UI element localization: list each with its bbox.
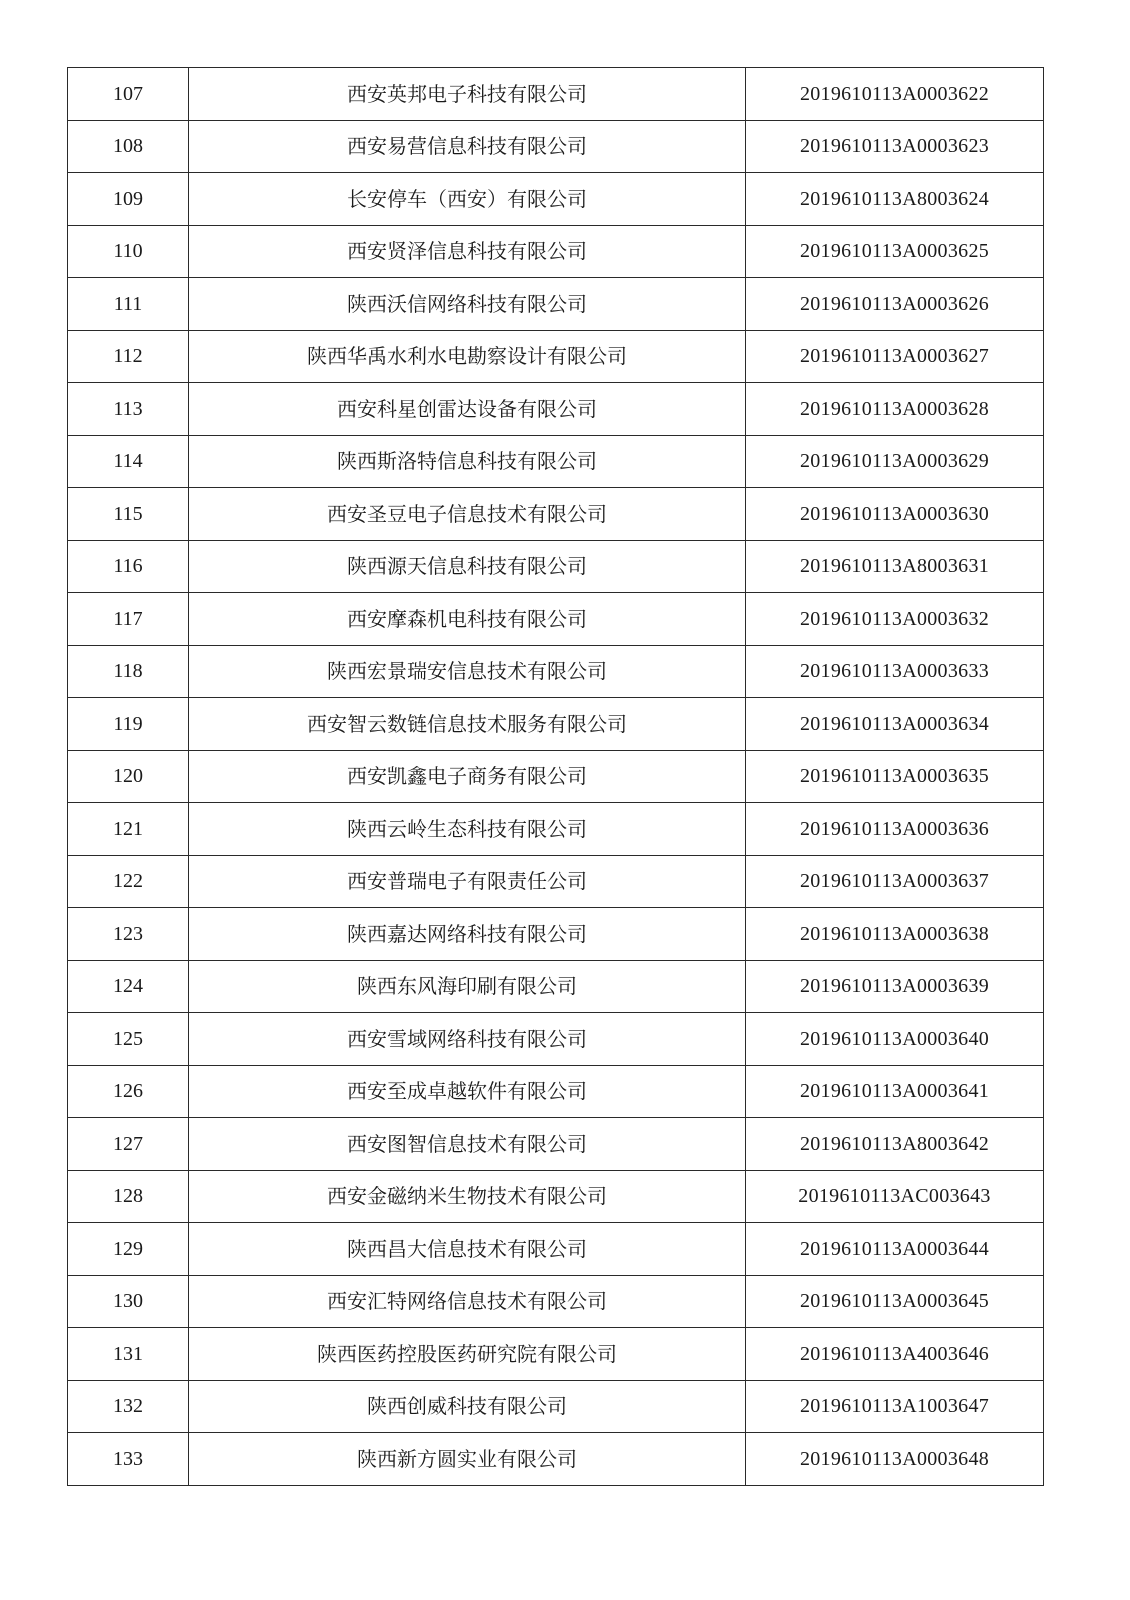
row-number-cell: 124 (68, 960, 189, 1013)
company-name-cell: 陕西昌大信息技术有限公司 (189, 1223, 746, 1276)
row-number-cell: 122 (68, 855, 189, 908)
registration-code-cell: 2019610113A0003626 (746, 278, 1044, 331)
row-number-cell: 123 (68, 908, 189, 961)
row-number-cell: 130 (68, 1275, 189, 1328)
table-row (68, 488, 1044, 541)
row-number-cell: 129 (68, 1223, 189, 1276)
table-row (68, 855, 1044, 908)
table-row (68, 330, 1044, 383)
registration-code-cell: 2019610113A0003630 (746, 488, 1044, 541)
table-row (68, 645, 1044, 698)
row-number-cell: 110 (68, 225, 189, 278)
table-row (68, 1170, 1044, 1223)
registry-table (67, 67, 1044, 1486)
company-name-cell: 西安圣豆电子信息技术有限公司 (189, 488, 746, 541)
table-row (68, 1275, 1044, 1328)
registration-code-cell: 2019610113A0003625 (746, 225, 1044, 278)
company-name-cell: 陕西宏景瑞安信息技术有限公司 (189, 645, 746, 698)
registration-code-cell: 2019610113A0003640 (746, 1013, 1044, 1066)
company-name-cell: 西安易营信息科技有限公司 (189, 120, 746, 173)
company-name-cell: 西安至成卓越软件有限公司 (189, 1065, 746, 1118)
company-name-cell: 陕西新方圆实业有限公司 (189, 1433, 746, 1486)
row-number-cell: 121 (68, 803, 189, 856)
company-name-cell: 陕西云岭生态科技有限公司 (189, 803, 746, 856)
row-number-cell: 115 (68, 488, 189, 541)
registry-table-body (68, 68, 1044, 1486)
company-name-cell: 西安金磁纳米生物技术有限公司 (189, 1170, 746, 1223)
table-row (68, 1013, 1044, 1066)
registration-code-cell: 2019610113A0003637 (746, 855, 1044, 908)
registration-code-cell: 2019610113A0003639 (746, 960, 1044, 1013)
row-number-cell: 125 (68, 1013, 189, 1066)
table-row (68, 1328, 1044, 1381)
row-number-cell: 111 (68, 278, 189, 331)
registration-code-cell: 2019610113A8003642 (746, 1118, 1044, 1171)
table-row (68, 908, 1044, 961)
row-number-cell: 112 (68, 330, 189, 383)
row-number-cell: 108 (68, 120, 189, 173)
registration-code-cell: 2019610113A0003645 (746, 1275, 1044, 1328)
registration-code-cell: 2019610113A0003627 (746, 330, 1044, 383)
registration-code-cell: 2019610113A8003624 (746, 173, 1044, 226)
company-name-cell: 西安汇特网络信息技术有限公司 (189, 1275, 746, 1328)
table-row (68, 68, 1044, 121)
table-row (68, 1380, 1044, 1433)
row-number-cell: 131 (68, 1328, 189, 1381)
registration-code-cell: 2019610113A4003646 (746, 1328, 1044, 1381)
table-row (68, 120, 1044, 173)
table-row (68, 435, 1044, 488)
company-name-cell: 陕西华禹水利水电勘察设计有限公司 (189, 330, 746, 383)
registration-code-cell: 2019610113A0003634 (746, 698, 1044, 751)
company-name-cell: 长安停车（西安）有限公司 (189, 173, 746, 226)
table-row (68, 803, 1044, 856)
registration-code-cell: 2019610113A8003631 (746, 540, 1044, 593)
registration-code-cell: 2019610113A0003628 (746, 383, 1044, 436)
company-name-cell: 陕西东风海印刷有限公司 (189, 960, 746, 1013)
company-name-cell: 陕西斯洛特信息科技有限公司 (189, 435, 746, 488)
registration-code-cell: 2019610113A0003644 (746, 1223, 1044, 1276)
company-name-cell: 陕西源天信息科技有限公司 (189, 540, 746, 593)
company-name-cell: 陕西创威科技有限公司 (189, 1380, 746, 1433)
registration-code-cell: 2019610113A0003629 (746, 435, 1044, 488)
table-row (68, 1433, 1044, 1486)
registration-code-cell: 2019610113A0003636 (746, 803, 1044, 856)
row-number-cell: 116 (68, 540, 189, 593)
table-row (68, 278, 1044, 331)
table-row (68, 173, 1044, 226)
row-number-cell: 109 (68, 173, 189, 226)
row-number-cell: 127 (68, 1118, 189, 1171)
registration-code-cell: 2019610113A0003641 (746, 1065, 1044, 1118)
company-name-cell: 西安摩森机电科技有限公司 (189, 593, 746, 646)
company-name-cell: 西安英邦电子科技有限公司 (189, 68, 746, 121)
registration-code-cell: 2019610113A0003623 (746, 120, 1044, 173)
table-row (68, 698, 1044, 751)
company-name-cell: 西安科星创雷达设备有限公司 (189, 383, 746, 436)
row-number-cell: 117 (68, 593, 189, 646)
company-name-cell: 西安雪域网络科技有限公司 (189, 1013, 746, 1066)
company-name-cell: 陕西沃信网络科技有限公司 (189, 278, 746, 331)
table-row (68, 750, 1044, 803)
registration-code-cell: 2019610113A0003635 (746, 750, 1044, 803)
row-number-cell: 132 (68, 1380, 189, 1433)
company-name-cell: 西安普瑞电子有限责任公司 (189, 855, 746, 908)
row-number-cell: 113 (68, 383, 189, 436)
table-row (68, 383, 1044, 436)
company-name-cell: 西安图智信息技术有限公司 (189, 1118, 746, 1171)
registration-code-cell: 2019610113A0003648 (746, 1433, 1044, 1486)
company-name-cell: 陕西医药控股医药研究院有限公司 (189, 1328, 746, 1381)
table-row (68, 540, 1044, 593)
table-row (68, 1065, 1044, 1118)
registration-code-cell: 2019610113AC003643 (746, 1170, 1044, 1223)
row-number-cell: 118 (68, 645, 189, 698)
registration-code-cell: 2019610113A0003638 (746, 908, 1044, 961)
registration-code-cell: 2019610113A0003633 (746, 645, 1044, 698)
row-number-cell: 126 (68, 1065, 189, 1118)
table-row (68, 960, 1044, 1013)
row-number-cell: 128 (68, 1170, 189, 1223)
table-row (68, 1118, 1044, 1171)
company-name-cell: 西安智云数链信息技术服务有限公司 (189, 698, 746, 751)
company-name-cell: 陕西嘉达网络科技有限公司 (189, 908, 746, 961)
row-number-cell: 119 (68, 698, 189, 751)
company-name-cell: 西安贤泽信息科技有限公司 (189, 225, 746, 278)
registration-code-cell: 2019610113A0003622 (746, 68, 1044, 121)
table-row (68, 225, 1044, 278)
company-name-cell: 西安凯鑫电子商务有限公司 (189, 750, 746, 803)
registration-code-cell: 2019610113A1003647 (746, 1380, 1044, 1433)
row-number-cell: 133 (68, 1433, 189, 1486)
table-row (68, 593, 1044, 646)
row-number-cell: 120 (68, 750, 189, 803)
registration-code-cell: 2019610113A0003632 (746, 593, 1044, 646)
table-row (68, 1223, 1044, 1276)
row-number-cell: 114 (68, 435, 189, 488)
row-number-cell: 107 (68, 68, 189, 121)
